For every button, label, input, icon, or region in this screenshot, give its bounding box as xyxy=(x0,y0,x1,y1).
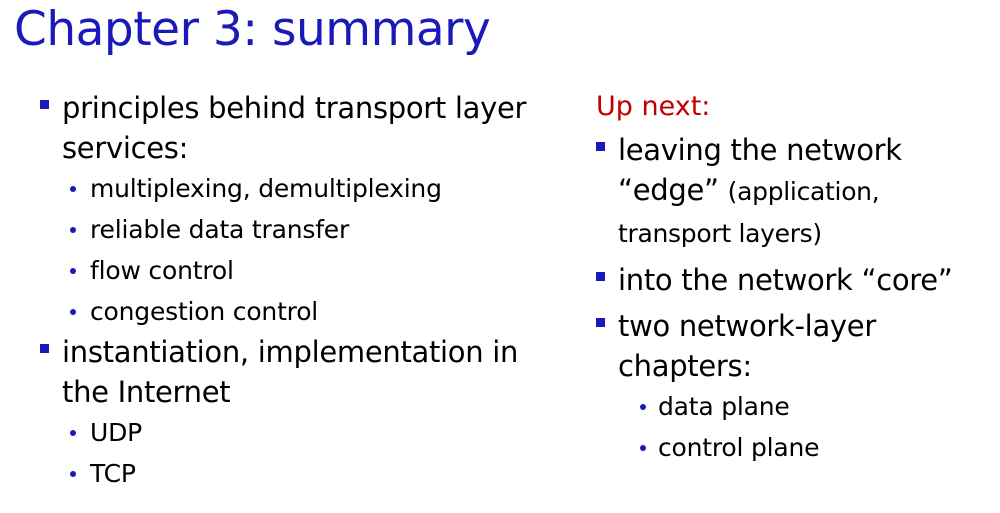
list-item xyxy=(596,306,996,386)
sub-bullet-text: multiplexing, demultiplexing xyxy=(40,168,540,209)
right-column xyxy=(596,88,996,468)
sub-list xyxy=(40,412,540,494)
up-next-heading: Up next: xyxy=(596,91,711,122)
left-column xyxy=(40,88,540,494)
bullet-text: two network-layer chapters: xyxy=(618,309,876,383)
sub-list xyxy=(596,386,996,468)
bullet-small-text: (application, transport layers) xyxy=(618,177,880,248)
list-item xyxy=(596,130,996,254)
list-item xyxy=(40,88,540,332)
sub-bullet-text: reliable data transfer xyxy=(40,209,540,250)
sub-bullet-text: flow control xyxy=(40,250,540,291)
sub-bullet-text: UDP xyxy=(40,412,540,453)
bullet-text: into the network “core” xyxy=(618,263,953,297)
sub-bullet-text: congestion control xyxy=(40,291,540,332)
sub-bullet-text: data plane xyxy=(596,386,996,427)
right-list xyxy=(596,130,996,386)
slide-title: Chapter 3: summary xyxy=(14,2,491,57)
list-item xyxy=(40,332,540,494)
sub-bullet-text: control plane xyxy=(596,427,996,468)
list-item xyxy=(596,260,996,300)
sub-bullet-text: TCP xyxy=(40,453,540,494)
bullet-text: instantiation, implementation in the Internet xyxy=(40,332,540,412)
bullet-text: leaving the network “edge” xyxy=(618,133,902,207)
bullet-text: principles behind transport layer services: xyxy=(40,88,540,168)
sub-list xyxy=(40,168,540,332)
